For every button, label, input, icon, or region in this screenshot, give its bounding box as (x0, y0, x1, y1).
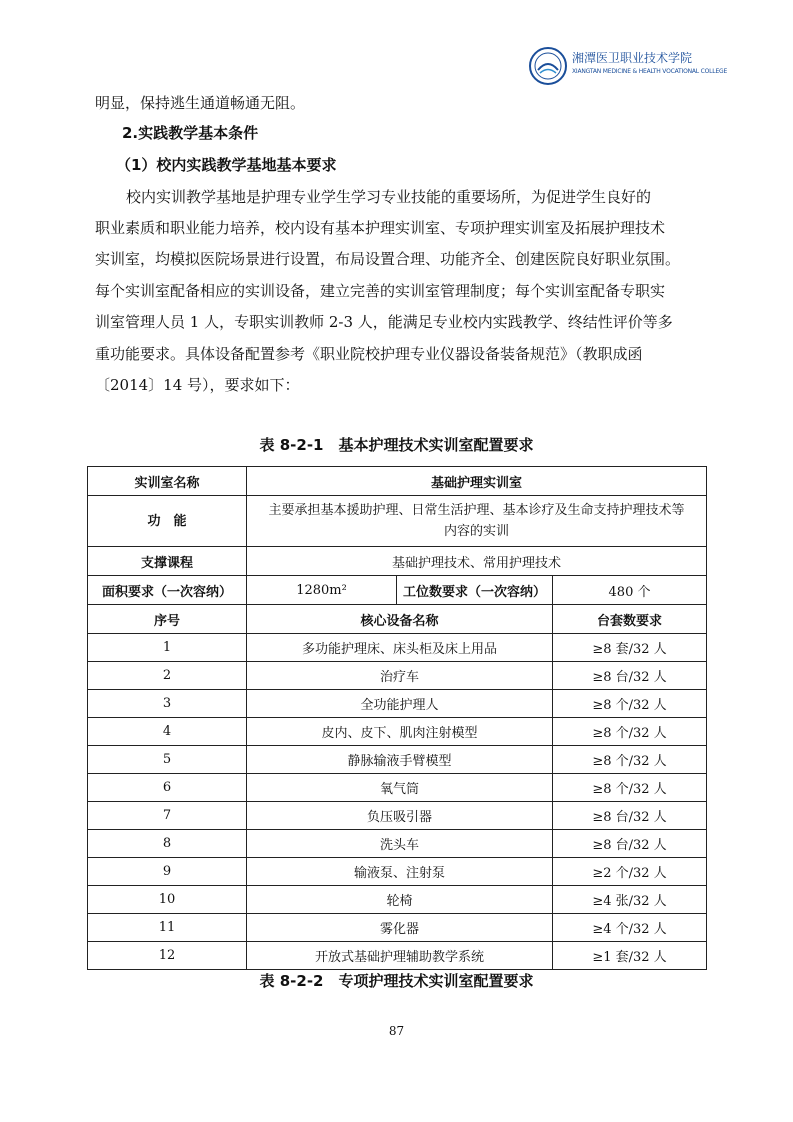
table2-caption: 表 8-2-2 专项护理技术实训室配置要求 (259, 972, 534, 990)
equipment-table (87, 466, 707, 970)
equipment-name: 静脉输液手臂模型 (247, 746, 553, 774)
table-row (88, 467, 707, 496)
quantity-requirement: ≥8 套/32 人 (553, 634, 707, 662)
paragraph-line: 职业素质和职业能力培养，校内设有基本护理实训室、专项护理实训室及拓展护理技术 (95, 219, 666, 237)
row-index: 11 (88, 914, 247, 942)
equipment-name: 轮椅 (247, 886, 553, 914)
area-label: 面积要求（一次容纳） (88, 576, 247, 605)
function-label: 功 能 (88, 496, 247, 547)
row-index: 8 (88, 830, 247, 858)
equipment-name: 全功能护理人 (247, 690, 553, 718)
paragraph-line: 〔2014〕14 号），要求如下： (95, 376, 300, 394)
table-row (88, 942, 707, 970)
table-row (88, 547, 707, 576)
quantity-requirement: ≥8 台/32 人 (553, 830, 707, 858)
equipment-name: 治疗车 (247, 662, 553, 690)
station-value: 480 个 (553, 576, 707, 605)
college-logo (528, 46, 728, 86)
quantity-requirement: ≥1 套/32 人 (553, 942, 707, 970)
page-number: 87 (388, 1024, 405, 1038)
equipment-name: 洗头车 (247, 830, 553, 858)
logo-subtitle: XIANGTAN MEDICINE & HEALTH VOCATIONAL COLLEGE (572, 68, 728, 75)
quantity-requirement: ≥8 个/32 人 (553, 746, 707, 774)
paragraph-line: 每个实训室配备相应的实训设备，建立完善的实训室管理制度；每个实训室配备专职实 (95, 282, 666, 300)
row-index: 9 (88, 858, 247, 886)
table-row (88, 662, 707, 690)
row-index: 6 (88, 774, 247, 802)
equipment-name: 多功能护理床、床头柜及床上用品 (247, 634, 553, 662)
table-row (88, 576, 707, 605)
quantity-requirement: ≥8 个/32 人 (553, 690, 707, 718)
quantity-requirement: ≥8 个/32 人 (553, 774, 707, 802)
table-row (88, 858, 707, 886)
area-value: 1280m² (247, 576, 397, 605)
table-row (88, 634, 707, 662)
paragraph-line: 实训室，均模拟医院场景进行设置，布局设置合理、功能齐全、创建医院良好职业氛围。 (95, 250, 681, 268)
college-emblem-icon (528, 46, 568, 86)
subsection-heading: （1）校内实践教学基地基本要求 (116, 156, 337, 174)
room-value: 基础护理实训室 (247, 467, 707, 496)
row-index: 5 (88, 746, 247, 774)
paragraph-line: 训室管理人员 1 人，专职实训教师 2-3 人，能满足专业校内实践教学、终结性评价等多 (95, 313, 673, 331)
equipment-name: 输液泵、注射泵 (247, 858, 553, 886)
quantity-requirement: ≥2 个/32 人 (553, 858, 707, 886)
paragraph-line: 校内实训教学基地是护理专业学生学习专业技能的重要场所，为促进学生良好的 (126, 188, 652, 206)
row-index: 4 (88, 718, 247, 746)
course-label: 支撑课程 (88, 547, 247, 576)
quantity-requirement: ≥4 个/32 人 (553, 914, 707, 942)
course-value: 基础护理技术、常用护理技术 (247, 547, 707, 576)
table-row (88, 914, 707, 942)
quantity-requirement: ≥8 台/32 人 (553, 802, 707, 830)
table-row (88, 496, 707, 547)
table-row (88, 886, 707, 914)
table-header-row (88, 605, 707, 634)
station-label: 工位数要求（一次容纳） (397, 576, 553, 605)
quantity-requirement: ≥4 张/32 人 (553, 886, 707, 914)
table-row (88, 830, 707, 858)
equipment-name: 皮内、皮下、肌肉注射模型 (247, 718, 553, 746)
equipment-name: 负压吸引器 (247, 802, 553, 830)
row-index: 12 (88, 942, 247, 970)
table1-caption: 表 8-2-1 基本护理技术实训室配置要求 (259, 436, 534, 454)
section-heading: 2.实践教学基本条件 (122, 124, 259, 142)
equipment-name: 氧气筒 (247, 774, 553, 802)
paragraph-line: 明显，保持逃生通道畅通无阻。 (95, 94, 306, 112)
column-header: 序号 (88, 605, 247, 634)
quantity-requirement: ≥8 个/32 人 (553, 718, 707, 746)
logo-title: 湘潭医卫职业技术学院 (572, 51, 693, 65)
table-row (88, 774, 707, 802)
row-index: 2 (88, 662, 247, 690)
column-header: 核心设备名称 (247, 605, 553, 634)
room-label: 实训室名称 (88, 467, 247, 496)
table-row (88, 690, 707, 718)
row-index: 1 (88, 634, 247, 662)
table-row (88, 718, 707, 746)
row-index: 10 (88, 886, 247, 914)
function-value: 主要承担基本援助护理、日常生活护理、基本诊疗及生命支持护理技术等 内容的实训 (247, 496, 707, 547)
row-index: 3 (88, 690, 247, 718)
quantity-requirement: ≥8 台/32 人 (553, 662, 707, 690)
table-row (88, 802, 707, 830)
equipment-name: 雾化器 (247, 914, 553, 942)
equipment-name: 开放式基础护理辅助教学系统 (247, 942, 553, 970)
row-index: 7 (88, 802, 247, 830)
paragraph-line: 重功能要求。具体设备配置参考《职业院校护理专业仪器设备装备规范》（教职成函 (95, 345, 643, 363)
column-header: 台套数要求 (553, 605, 707, 634)
table-row (88, 746, 707, 774)
